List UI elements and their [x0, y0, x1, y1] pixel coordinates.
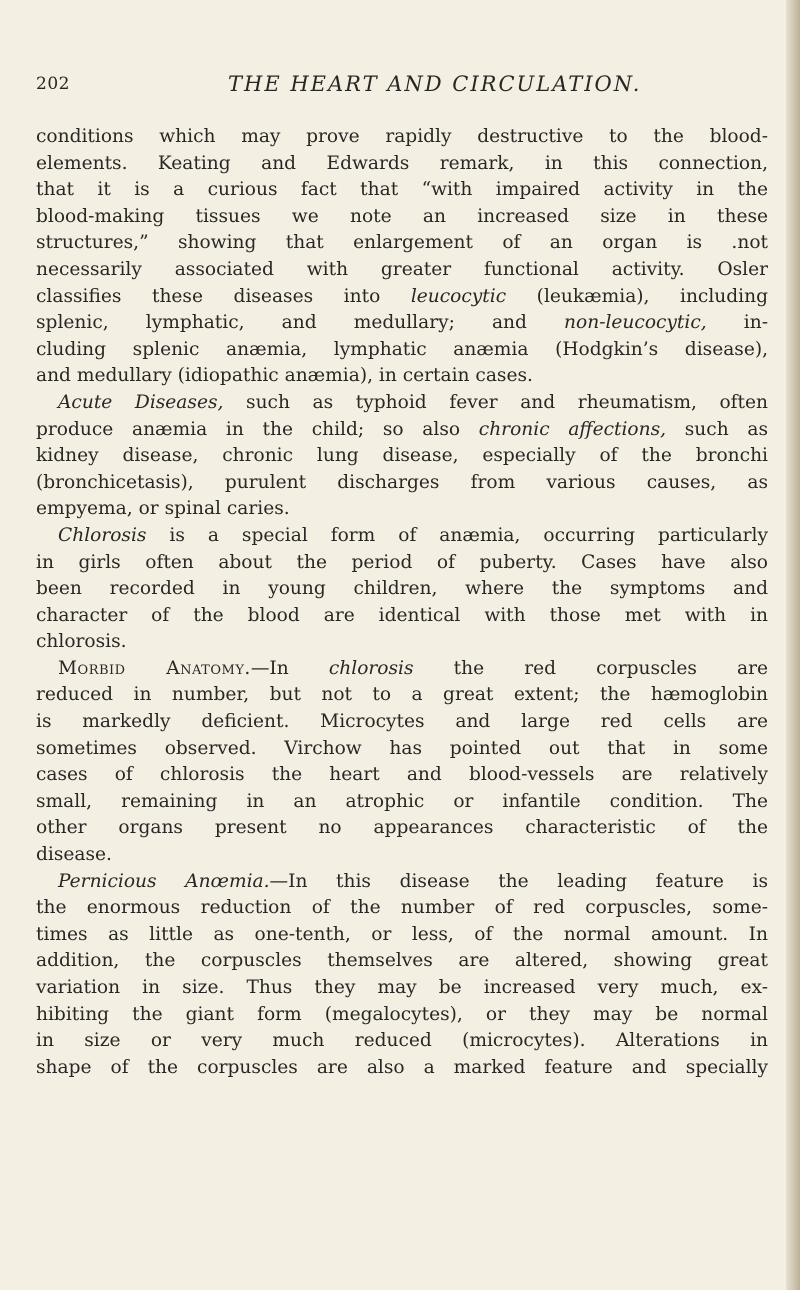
emphasis: Chlorosis — [58, 524, 147, 546]
page-header — [36, 74, 776, 106]
text-line: blood-making tissues we note an increased size in these — [36, 205, 768, 227]
text-line: cases of chlorosis the heart and blood-vessels are relatively — [36, 764, 768, 786]
text-line: Acute Diseases, such as typhoid fever and rheumatism, often — [58, 391, 769, 413]
text-line: conditions which may prove rapidly destructive to the blood- — [36, 126, 768, 147]
text-line: elements. Keating and Edwards remark, in this connection, — [36, 152, 768, 174]
text-line: Morbid Anatomy.—In chlorosis the red corpuscles are — [58, 657, 769, 679]
text-line: been recorded in young children, where the symptoms and — [36, 578, 768, 600]
text-line: other organs present no appearances characteristic of the — [36, 817, 768, 839]
text-line: empyema, or spinal caries. — [36, 498, 290, 520]
text-line: that it is a curious fact that “with impaired activity in the — [36, 179, 768, 201]
text-line: addition, the corpuscles themselves are altered, showing great — [36, 950, 768, 972]
text-line: classifies these diseases into leucocytic (leukæmia), including — [36, 285, 768, 307]
text-line: Pernicious Anœmia.—In this disease the leading feature is — [58, 870, 768, 892]
emphasis: leucocytic — [410, 285, 507, 307]
emphasis: Pernicious Anœmia. — [58, 870, 270, 892]
page-edge-shadow — [786, 0, 800, 1290]
text-line: in size or very much reduced (microcytes). Alterations in — [36, 1030, 768, 1052]
running-head: THE HEART AND CIRCULATION. — [228, 72, 642, 96]
emphasis: chlorosis — [328, 657, 414, 679]
text-line: structures,” showing that enlargement of an organ is .not — [36, 232, 768, 254]
text-line: kidney disease, chronic lung disease, especially of the bronchi — [36, 445, 768, 467]
text-line: variation in size. Thus they may be increased very much, ex- — [36, 977, 768, 998]
text-line: hibiting the giant form (megalocytes), or they may be normal — [36, 1003, 768, 1025]
text-line: splenic, lymphatic, and medullary; and non-leucocytic, in- — [36, 312, 768, 334]
text-line: sometimes observed. Virchow has pointed out that in some — [36, 737, 768, 759]
emphasis: chronic affections, — [478, 418, 667, 440]
text-line: small, remaining in an atrophic or infantile condition. The — [36, 790, 768, 812]
page-number: 202 — [36, 74, 70, 94]
text-line: the enormous reduction of the number of red corpuscles, some- — [36, 897, 768, 919]
text-line: Chlorosis is a special form of anæmia, occurring particularly — [58, 524, 768, 546]
emphasis: non-leucocytic, — [564, 312, 707, 334]
text-line: times as little as one-tenth, or less, of the normal amount. In — [36, 923, 768, 945]
text-line: shape of the corpuscles are also a marked feature and specially — [36, 1056, 768, 1078]
text-line: is markedly deficient. Microcytes and large red cells are — [36, 711, 768, 733]
text-line: chlorosis. — [36, 631, 127, 653]
text-line: cluding splenic anæmia, lymphatic anæmia (Hodgkin’s disease), — [36, 338, 768, 360]
section-heading: Morbid Anatomy. — [58, 657, 251, 679]
text-line: (bronchicetasis), purulent discharges from various causes, as — [36, 471, 768, 493]
text-line: disease. — [36, 844, 112, 866]
emphasis: Acute Diseases, — [58, 391, 224, 413]
text-line: produce anæmia in the child; so also chronic affections, such as — [36, 418, 769, 440]
text-line: necessarily associated with greater functional activity. Osler — [36, 258, 768, 280]
text-line: in girls often about the period of puberty. Cases have also — [36, 551, 768, 573]
text-line: character of the blood are identical with those met with in — [36, 604, 768, 626]
text-line: reduced in number, but not to a great extent; the hæmoglobin — [36, 684, 768, 706]
text-line: and medullary (idiopathic anæmia), in certain cases. — [36, 365, 533, 387]
body-text — [36, 124, 768, 1081]
